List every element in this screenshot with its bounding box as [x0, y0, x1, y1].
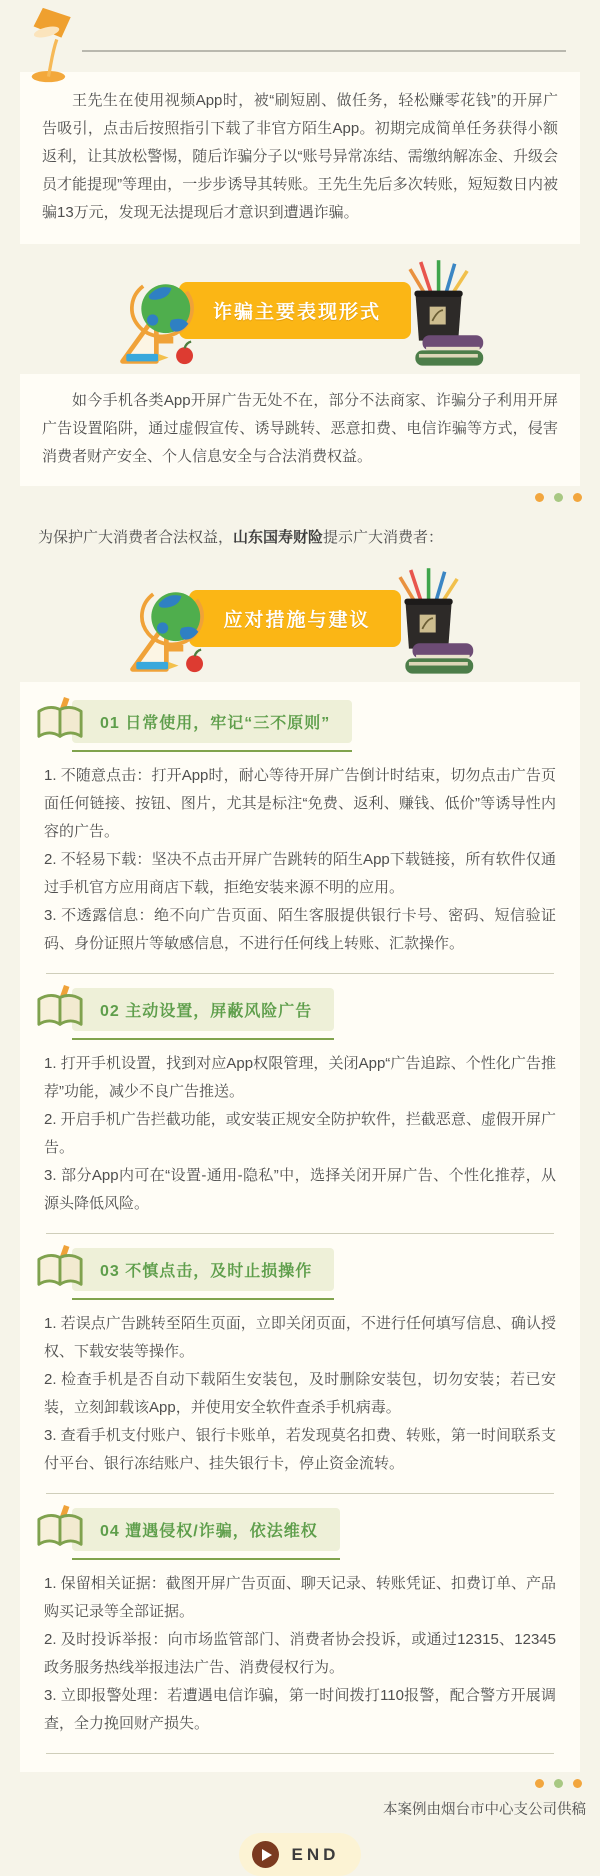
- attribution-text: 本案例由烟台市中心支公司供稿: [383, 1802, 586, 1818]
- play-icon: [252, 1841, 279, 1868]
- section-02-header: [44, 988, 556, 1040]
- section-01-header: [44, 700, 556, 752]
- measure-item: 1. 若误点广告跳转至陌生页面，立即关闭页面，不进行任何填写信息、确认授权、下载安装等操作。: [44, 1315, 556, 1360]
- open-book-pencil-icon: [34, 1244, 86, 1292]
- end-label: END: [291, 1844, 340, 1864]
- section-divider: [46, 1233, 554, 1234]
- pen-holder-books-icon: [375, 566, 475, 674]
- decor-dots-bottom: [0, 1772, 600, 1788]
- section-01-title: 01 日常使用，牢记“三不原则”: [72, 700, 352, 743]
- section-divider: [46, 973, 554, 974]
- dot-green: [554, 493, 563, 502]
- banner-measures-title: 应对措施与建议: [189, 590, 400, 647]
- pen-holder-books-icon: [385, 258, 485, 366]
- section-01-items: [44, 762, 556, 958]
- decor-dots-top: [0, 486, 600, 502]
- measure-item: 2. 不轻易下载：坚决不点击开屏广告跳转的陌生App下载链接，所有软件仅通过手机官方应用商店下载，拒绝安装来源不明的应用。: [44, 851, 556, 896]
- globe-ruler-icon: [125, 579, 219, 677]
- dot-orange: [535, 1779, 544, 1788]
- measure-item: 3. 立即报警处理：若遭遇电信诈骗，第一时间拨打110报警，配合警方开展调查，全力挽回财产损失。: [44, 1687, 556, 1732]
- lead-text: [38, 526, 562, 550]
- dot-orange: [535, 493, 544, 502]
- measure-item: 3. 查看手机支付账户、银行卡账单，若发现莫名扣费、转账，第一时间联系支付平台、银行冻结账户、挂失银行卡，停止资金流转。: [44, 1427, 556, 1472]
- section-01: [44, 700, 556, 958]
- section-04: [44, 1508, 556, 1738]
- measure-item: 1. 保留相关证据：截图开屏广告页面、聊天记录、转账凭证、扣费订单、产品购买记录等全部证据。: [44, 1575, 556, 1620]
- header-divider-line: [82, 50, 566, 52]
- section-02: [44, 988, 556, 1218]
- measure-item: 1. 不随意点击：打开App时，耐心等待开屏广告倒计时结束，切勿点击广告页面任何链接、按钮、图片，尤其是标注“免费、返利、赚钱、低价”等诱导性内容的广告。: [44, 767, 556, 840]
- section-03-title: 03 不慎点击，及时止损操作: [72, 1248, 334, 1291]
- measures-card: [20, 682, 580, 1772]
- case-story-text: 王先生在使用视频App时，被“刷短剧、做任务，轻松赚零花钱”的开屏广告吸引，点击后按照指引下载了非官方陌生App。初期完成简单任务获得小额返利，让其放松警惕，随后诈骗分子以“账号异常冻结、需缴纳解冻金、升级会员才能提现”等理由，一步步诱导其转账。王先生先后多次转账，短短数日内被骗13万元，发现无法提现后才意识到遭遇诈骗。: [42, 92, 558, 221]
- section-divider: [46, 1493, 554, 1494]
- measure-item: 3. 部分App内可在“设置-通用-隐私”中，选择关闭开屏广告、个性化推荐，从源头降低风险。: [44, 1167, 556, 1212]
- case-story-card: [20, 72, 580, 244]
- section-04-title: 04 遭遇侵权/诈骗，依法维权: [72, 1508, 340, 1551]
- desk-lamp-icon: [26, 6, 82, 84]
- banner-measures: [0, 560, 600, 676]
- open-book-pencil-icon: [34, 696, 86, 744]
- banner-fraud-forms-title: 诈骗主要表现形式: [179, 282, 411, 339]
- banner-fraud-forms: [0, 252, 600, 368]
- measure-item: 2. 检查手机是否自动下载陌生安装包，及时删除安装包，切勿安装；若已安装，立刻卸载该App，并使用安全软件查杀手机病毒。: [44, 1371, 556, 1416]
- measure-item: 2. 开启手机广告拦截功能，或安装正规安全防护软件，拦截恶意、虚假开屏广告。: [44, 1111, 556, 1156]
- globe-ruler-icon: [115, 271, 209, 369]
- dot-orange: [573, 493, 582, 502]
- measure-item: 3. 不透露信息：绝不向广告页面、陌生客服提供银行卡号、密码、短信验证码、身份证照片等敏感信息，不进行任何线上转账、汇款操作。: [44, 907, 556, 952]
- lead-prefix: 为保护广大消费者合法权益，: [38, 529, 234, 546]
- end-badge: [239, 1833, 362, 1876]
- fraud-intro-text: 如今手机各类App开屏广告无处不在，部分不法商家、诈骗分子利用开屏广告设置陷阱，通过虚假宣传、诱导跳转、恶意扣费、电信诈骗等方式，侵害消费者财产安全、个人信息安全与合法消费权益。: [42, 392, 558, 465]
- fraud-intro-card: [20, 374, 580, 486]
- measure-item: 2. 及时投诉举报：向市场监管部门、消费者协会投诉，或通过12315、12345政务服务热线举报违法广告、消费侵权行为。: [44, 1631, 556, 1676]
- section-03: [44, 1248, 556, 1478]
- section-04-items: [44, 1570, 556, 1738]
- dot-orange: [573, 1779, 582, 1788]
- section-02-title: 02 主动设置，屏蔽风险广告: [72, 988, 334, 1031]
- section-04-header: [44, 1508, 556, 1560]
- open-book-pencil-icon: [34, 1504, 86, 1552]
- section-02-items: [44, 1050, 556, 1218]
- dot-green: [554, 1779, 563, 1788]
- section-03-items: [44, 1310, 556, 1478]
- header-decoration: [0, 0, 600, 72]
- brand-name: 山东国寿财险: [233, 529, 324, 546]
- lead-suffix: 提示广大消费者：: [323, 529, 444, 546]
- section-03-header: [44, 1248, 556, 1300]
- section-divider: [46, 1753, 554, 1754]
- measure-item: 1. 打开手机设置，找到对应App权限管理，关闭App“广告追踪、个性化广告推荐”功能，减少不良广告推送。: [44, 1055, 556, 1100]
- open-book-pencil-icon: [34, 984, 86, 1032]
